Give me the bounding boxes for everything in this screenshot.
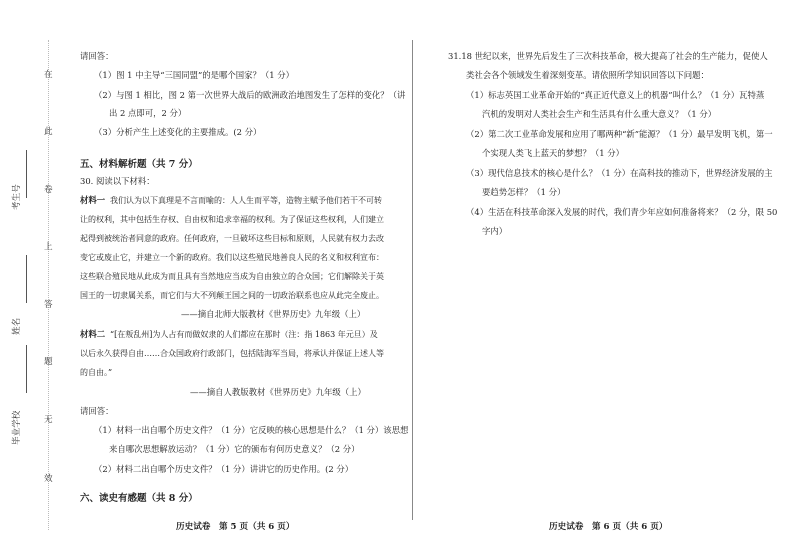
q31-item-4: （4）生活在科技革命深入发展的时代，我们青少年应如何准备将来？（2 分，限 50: [466, 207, 778, 217]
material-2-label: 材料二: [80, 329, 106, 339]
q29-item-2: （2）与图 1 相比，图 2 第一次世界大战后的欧洲政治地图发生了怎样的变化？（讲: [94, 90, 406, 100]
material-1-line: 这些联合殖民地从此成为而且具有当然地应当成为自由独立的合众国；它们解除关于英: [80, 272, 384, 281]
seal-char: 此: [44, 127, 53, 137]
material-2-line: 以后永久获得自由……合众国政府行政部门，包括陆海军当局，将承认并保证上述人等: [80, 349, 384, 358]
q31-item-1: （1）标志英国工业革命开始的“真正近代意义上的机器”叫什么？（1 分）瓦特蒸: [466, 90, 765, 100]
q31-item-3-cont: 要趋势怎样？（1 分）: [482, 187, 566, 197]
material-1-line: 国王的一切隶属关系，而它们与大不列颠王国之间的一切政治联系也应从此完全废止。: [80, 291, 384, 300]
q30-intro: 30. 阅读以下材料：: [80, 176, 155, 186]
binding-line: [48, 40, 49, 530]
q31-item-2: （2）第二次工业革命发展和应用了哪两种“新”能源？（1 分）最早发明飞机，第一: [466, 129, 773, 139]
q29-item-3: （3）分析产生上述变化的主要推成。(2 分）: [94, 127, 262, 137]
material-2-line: 的自由。”: [80, 368, 113, 377]
material-2-source: ——摘自人教版教材《世界历史》九年级（上）: [190, 387, 366, 397]
q29-prompt: 请回答：: [80, 51, 114, 61]
candidate-number-field: 考生号: [12, 184, 22, 210]
q31-item-2-cont: 个实现人类飞上蓝天的梦想？（1 分）: [482, 148, 624, 158]
q30-prompt: 请回答：: [80, 406, 114, 416]
q29-item-1: （1）图 1 中主导“三国同盟”的是哪个国家？（1 分）: [94, 70, 295, 80]
seal-char: 在: [44, 70, 53, 80]
seal-char: 效: [44, 474, 53, 484]
q31-item-1-cont: 汽机的发明对人类社会生产和生活具有什么重大意义？（1 分）: [482, 109, 717, 119]
page-footer-left: 历史试卷 第 5 页（共 6 页）: [176, 522, 295, 532]
material-1-source: ——摘自北师大版教材《世界历史》九年级（上）: [181, 309, 366, 319]
seal-char: 答: [44, 300, 53, 310]
seal-char: 无: [44, 415, 53, 425]
material-1-line: 起得到被统治者同意的政府。任何政府，一旦破坏这些目标和原则，人民就有权力去改: [80, 234, 384, 243]
q31-stem: 31.18 世纪以来，世界先后发生了三次科技革命，极大提高了社会的生产能力，促使人: [448, 51, 768, 61]
page-divider: [412, 40, 413, 520]
seal-char: 卷: [44, 185, 53, 195]
material-1-line: 变它或废止它，并建立一个新的政府。我们以这些殖民地善良人民的名义和权利宣布：: [80, 253, 384, 262]
name-field: 姓名: [12, 317, 22, 335]
section-5-heading: 五、材料解析题（共 7 分）: [80, 159, 198, 170]
q30-item-1: （1）材料一出自哪个历史文件？（1 分）它反映的核心思想是什么？（1 分）该思想: [94, 425, 409, 435]
material-1-line: 让的权利，其中包括生存权、自由权和追求幸福的权利。为了保证这些权利，人们建立: [80, 215, 384, 224]
seal-char: 题: [44, 357, 53, 367]
field-underline: [26, 150, 27, 198]
q31-item-3: （3）现代信息技术的核心是什么？（1 分）在高科技的推动下，世界经济发展的主: [466, 168, 773, 178]
q31-item-4-cont: 字内）: [482, 226, 508, 236]
q31-stem-cont: 类社会各个领域发生着深刻变革。请依照所学知识回答以下问题：: [466, 70, 709, 80]
section-6-heading: 六、读史有感题（共 8 分）: [80, 493, 198, 504]
q30-item-2: （2）材料二出自哪个历史文件？（1 分）讲讲它的历史作用。(2 分）: [94, 464, 354, 474]
field-underline: [26, 345, 27, 393]
school-field: 毕业学校: [12, 410, 22, 445]
page-footer-right: 历史试卷 第 6 页（共 6 页）: [549, 522, 668, 532]
seal-char: 上: [44, 242, 53, 252]
q29-item-2-cont: 出 2 点即可，2 分）: [109, 108, 187, 118]
q30-item-1-cont: 来自哪次思想解放运动？（1 分）它的颁布有何历史意义？（2 分）: [109, 444, 360, 454]
field-underline: [26, 255, 27, 303]
material-2-line: “[在叛乱州]为人占有而做奴隶的人们都应在那时（注：指 1863 年元旦）及: [110, 330, 378, 339]
material-1-line: 我们认为以下真理是不言而喻的：人人生而平等，造物主赋予他们若干不可转: [110, 196, 382, 205]
material-1-label: 材料一: [80, 195, 106, 205]
